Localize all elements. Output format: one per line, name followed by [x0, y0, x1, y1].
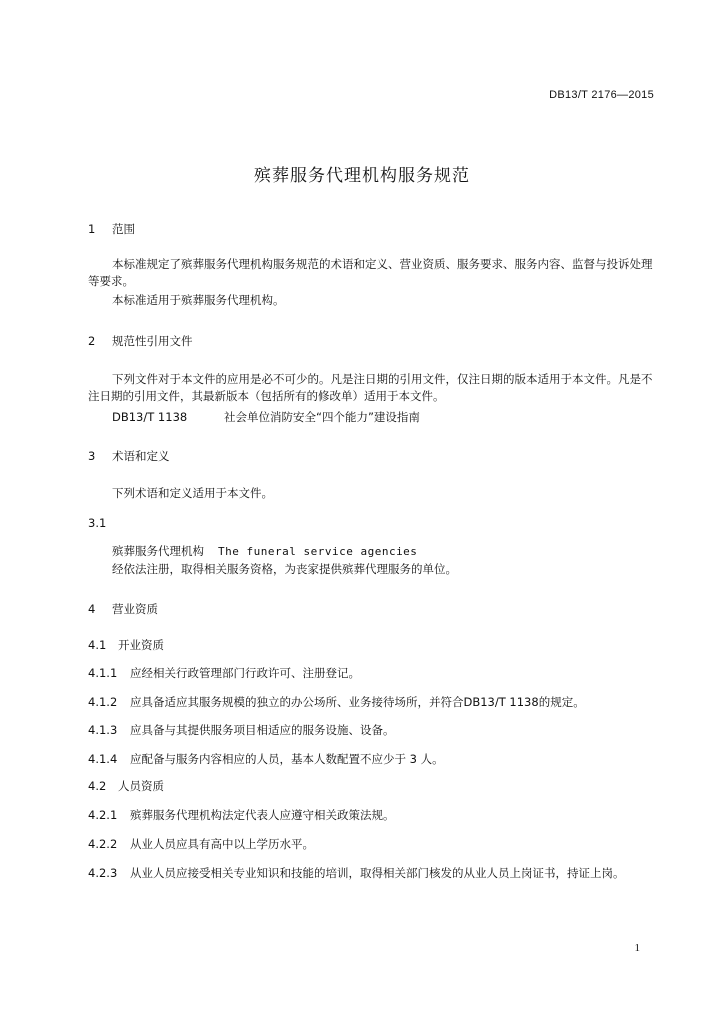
clause-text: 应配备与服务内容相应的人员，基本人数配置不应少于 3 人。 — [130, 752, 444, 766]
subsection-number: 4.1 — [88, 638, 107, 652]
clause-number: 4.2.1 — [88, 808, 118, 822]
clause-text: 从业人员应具有高中以上学历水平。 — [130, 837, 314, 851]
section-number: 4 — [88, 602, 96, 616]
section-1-paragraph-2: 本标准适用于殡葬服务代理机构。 — [112, 293, 285, 307]
clause-number: 4.2.2 — [88, 837, 118, 851]
section-title: 规范性引用文件 — [112, 334, 193, 348]
subsection-4-2-heading — [88, 778, 164, 794]
subsection-title: 人员资质 — [118, 779, 164, 793]
section-4-heading — [88, 601, 158, 617]
section-title: 营业资质 — [112, 602, 158, 616]
standard-number: DB13/T 2176—2015 — [549, 89, 654, 101]
clause-4-1-1 — [88, 664, 660, 682]
clause-text: 从业人员应接受相关专业知识和技能的培训，取得相关部门核发的从业人员上岗证书，持证上岗。 — [130, 866, 625, 880]
reference-title: 社会单位消防安全“四个能力”建设指南 — [224, 410, 420, 424]
clause-4-2-3 — [88, 864, 660, 882]
subsection-4-1-heading — [88, 637, 164, 653]
section-1-heading — [88, 221, 135, 237]
section-2-heading — [88, 333, 193, 349]
clause-4-1-3 — [88, 721, 660, 739]
page-number: 1 — [634, 942, 640, 954]
section-title: 范围 — [112, 222, 135, 236]
clause-text: 应具备与其提供服务项目相适应的服务设施、设备。 — [130, 723, 395, 737]
clause-4-2-1 — [88, 806, 660, 824]
term-entry — [112, 543, 417, 559]
clause-number: 4.2.3 — [88, 866, 118, 880]
subsection-title: 开业资质 — [118, 638, 164, 652]
normative-reference — [112, 409, 420, 425]
clause-number: 4.1.3 — [88, 723, 118, 737]
clause-4-1-2 — [88, 693, 660, 711]
section-number: 3 — [88, 449, 96, 463]
subsection-number: 4.2 — [88, 779, 107, 793]
clause-number: 4.1.2 — [88, 695, 118, 709]
section-3-paragraph-1: 下列术语和定义适用于本文件。 — [112, 486, 273, 500]
section-3-heading — [88, 448, 170, 464]
reference-code: DB13/T 1138 — [112, 410, 188, 424]
section-number: 1 — [88, 222, 96, 236]
clause-number: 4.1.1 — [88, 666, 118, 680]
clause-text: 应经相关行政管理部门行政许可、注册登记。 — [130, 666, 360, 680]
document-title: 殡葬服务代理机构服务规范 — [254, 166, 470, 186]
section-1-paragraph-1: 本标准规定了殡葬服务代理机构服务规范的术语和定义、营业资质、服务要求、服务内容、监督与投诉处理等要求。 — [88, 257, 653, 288]
section-title: 术语和定义 — [112, 449, 170, 463]
section-number: 2 — [88, 334, 96, 348]
term-definition: 经依法注册，取得相关服务资格，为丧家提供殡葬代理服务的单位。 — [112, 562, 457, 576]
clause-text: 殡葬服务代理机构法定代表人应遵守相关政策法规。 — [130, 808, 395, 822]
clause-4-1-4 — [88, 750, 660, 768]
term-chinese: 殡葬服务代理机构 — [112, 544, 204, 558]
term-english: The funeral service agencies — [218, 545, 418, 558]
clause-text: 应具备适应其服务规模的独立的办公场所、业务接待场所，并符合DB13/T 1138的规定。 — [130, 695, 585, 709]
clause-4-2-2 — [88, 835, 660, 853]
clause-number: 4.1.4 — [88, 752, 118, 766]
section-2-paragraph-1: 下列文件对于本文件的应用是必不可少的。凡是注日期的引用文件，仅注日期的版本适用于本文件。凡是不注日期的引用文件，其最新版本（包括所有的修改单）适用于本文件。 — [88, 372, 653, 403]
subsection-3-1-number: 3.1 — [88, 516, 107, 530]
